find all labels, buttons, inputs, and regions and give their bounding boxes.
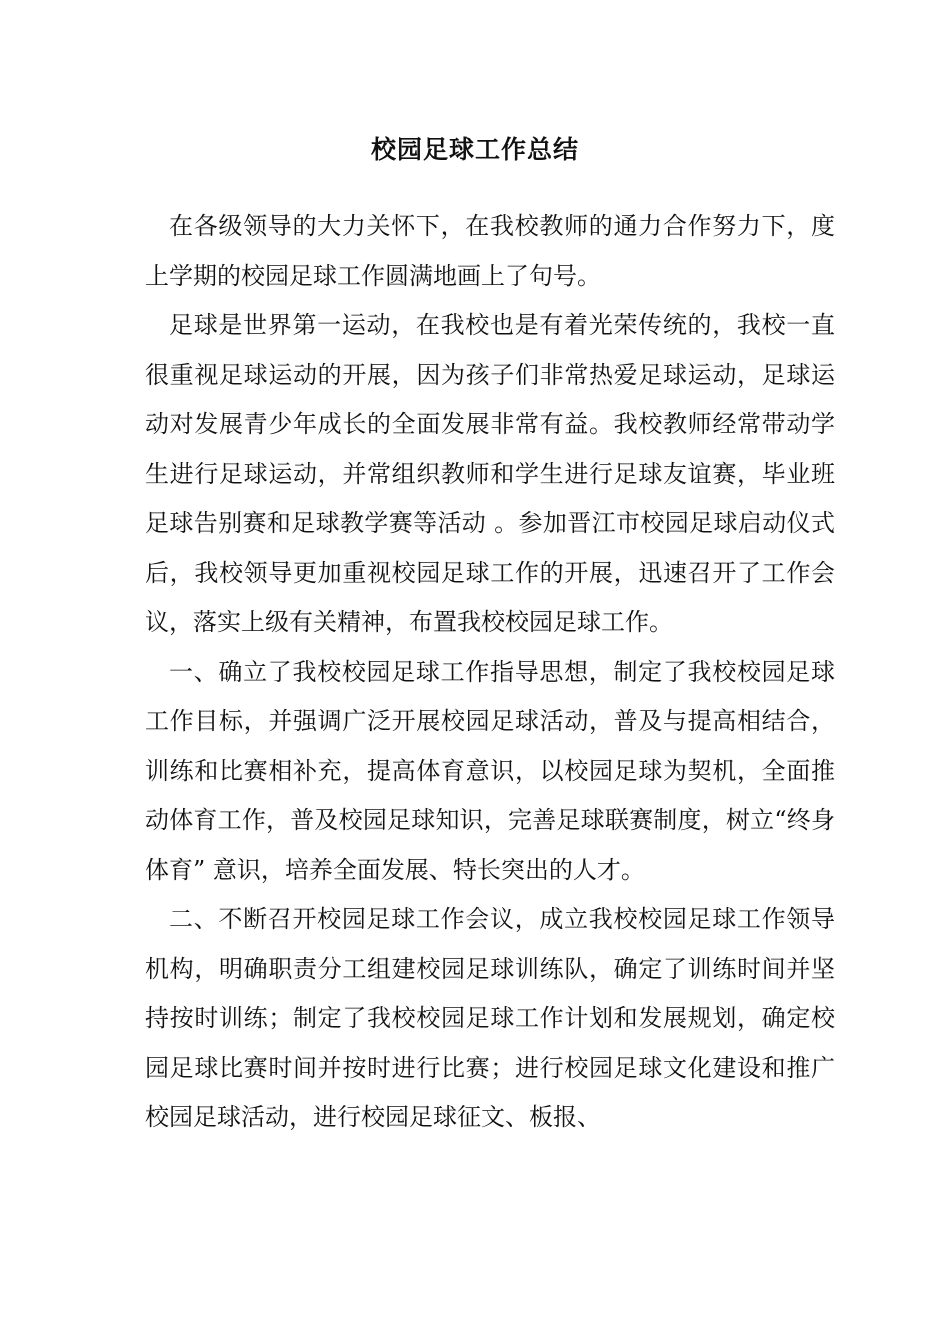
paragraph-section-one: 一、确立了我校校园足球工作指导思想，制定了我校校园足球工作目标，并强调广泛开展校园足球活动，普及与提高相结合，训练和比赛相补充，提高体育意识，以校园足球为契机，全面推动体育工作，普及校园足球知识，完善足球联赛制度，树立“终身体育” 意识，培养全面发展、特长突出的人才。	[145, 657, 835, 884]
document-body	[145, 202, 835, 1143]
document-title: 校园足球工作总结	[370, 135, 579, 164]
paragraph-intro: 在各级领导的大力关怀下，在我校教师的通力合作努力下，度上学期的校园足球工作圆满地画上了句号。	[145, 212, 835, 290]
paragraph-section-two: 二、不断召开校园足球工作会议，成立我校校园足球工作领导机构，明确职责分工组建校园足球训练队，确定了训练时间并坚持按时训练；制定了我校校园足球工作计划和发展规划，确定校园足球比赛时间并按时进行比赛；进行校园足球文化建设和推广校园足球活动，进行校园足球征文、板报、	[145, 905, 835, 1131]
paragraph-background: 足球是世界第一运动，在我校也是有着光荣传统的，我校一直很重视足球运动的开展，因为孩子们非常热爱足球运动，足球运动对发展青少年成长的全面发展非常有益。我校教师经常带动学生进行足球运动，并常组织教师和学生进行足球友谊赛，毕业班足球告别赛和足球教学赛等活动 。参加晋江市校园足球启动仪式后，我校领导更加重视校园足球工作的开展，迅速召开了工作会议，落实上级有关精神，布置我校校园足球工作。	[145, 311, 835, 636]
